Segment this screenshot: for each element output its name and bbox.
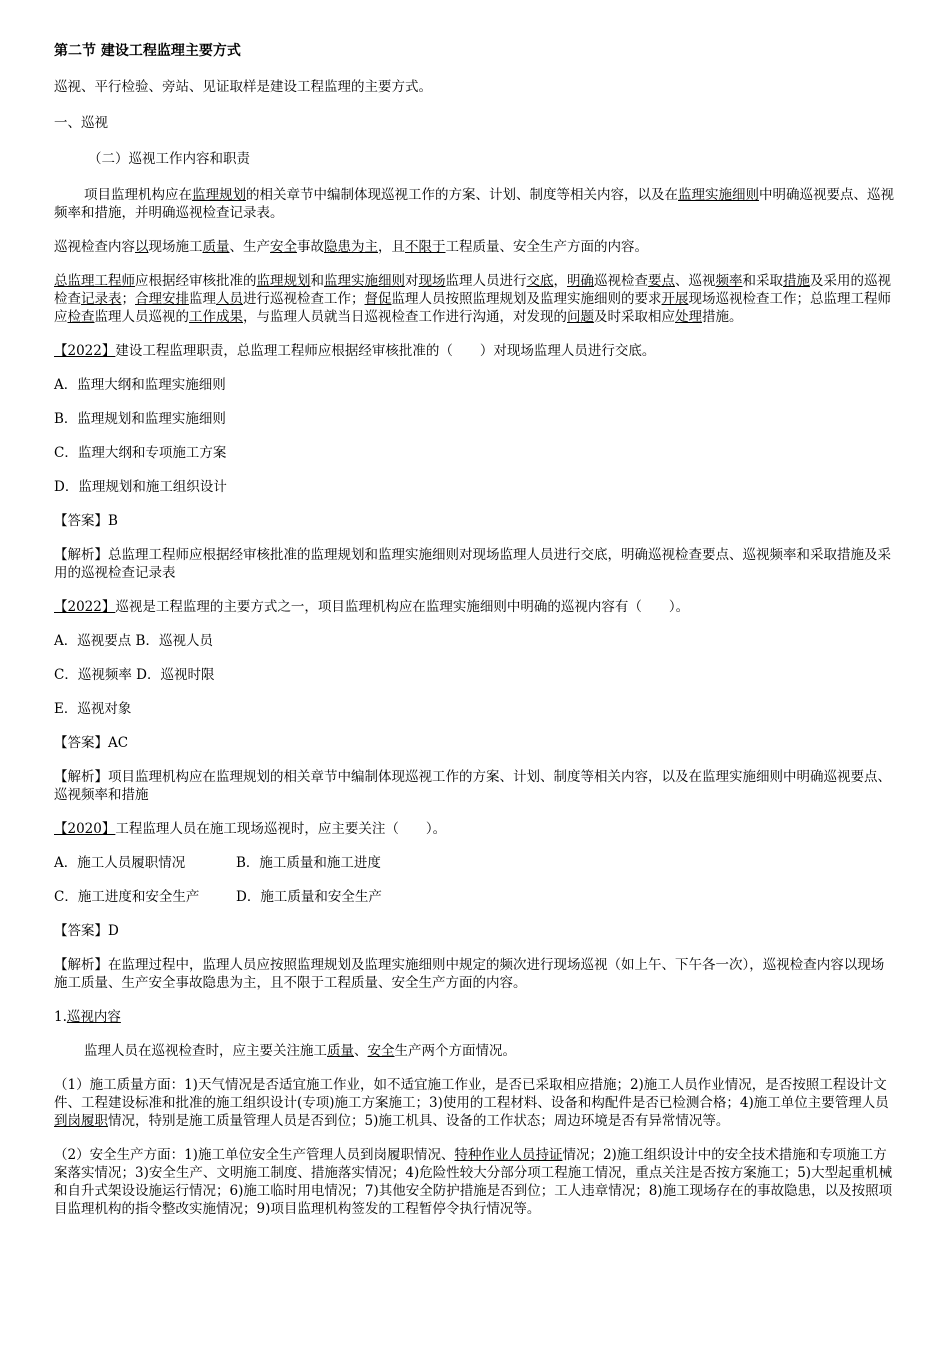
paragraph-chief-engineer-duties: 总监理工程师应根据经审核批准的监理规划和监理实施细则对现场监理人员进行交底，明确巡视检查要点、巡视频率和采取措施及采用的巡视检查记录表；合理安排监理人员进行巡视检查工作；督促监理人员按照监理规划及监理实施细则的要求开展现场巡视检查工作；总监理工程师应检查监理人员巡视的工作成果，与监理人员就当日巡视检查工作进行沟通，对发现的问题及时采取相应处理措施。 [54, 273, 891, 325]
answer: 【答案】D [54, 923, 119, 939]
paragraph-safety-aspects: （2）安全生产方面：1)施工单位安全生产管理人员到岗履职情况、特种作业人员持证情况；2)施工组织设计中的安全技术措施和专项施工方案落实情况；3)安全生产、文明施工制度、措施落实情况；4)危险性较大分部分项工程施工情况，重点关注是否按方案施工；5)大型起重机械和自升式架设设施运行情况；6)施工临时用电情况；7)其他安全防护措施是否到位；工人违章情况；8)施工现场存在的事故隐患，以及按照项目监理机构的指令整改实施情况；9)项目监理机构签发的工程暂停令执行情况等。 [54, 1147, 893, 1217]
question-year: 【2022】 [54, 343, 116, 359]
option-d: D．监理规划和施工组织设计 [54, 479, 227, 495]
option-a: A．施工人员履职情况 [54, 855, 186, 871]
question-2 [54, 598, 897, 616]
document-page [54, 42, 897, 1218]
paragraph-focus: 监理人员在巡视检查时，应主要关注施工质量、安全生产两个方面情况。 [84, 1043, 516, 1059]
option-a: A．监理大纲和监理实施细则 [54, 377, 226, 393]
question-stem: 建设工程监理职责，总监理工程师应根据经审核批准的（ ）对现场监理人员进行交底。 [115, 343, 656, 359]
answer: 【答案】AC [54, 735, 129, 751]
question-stem: 工程监理人员在施工现场巡视时，应主要关注（ ）。 [115, 821, 447, 837]
question-1 [54, 342, 897, 360]
option-c: C．监理大纲和专项施工方案 [54, 445, 227, 461]
subsection-patrol-content: 1.巡视内容 [54, 1009, 121, 1025]
question-stem: 巡视是工程监理的主要方式之一，项目监理机构应在监理实施细则中明确的巡视内容有（ ）。 [115, 599, 690, 615]
option-d: D．施工质量和安全生产 [236, 889, 382, 905]
question-year: 【2022】 [54, 599, 116, 615]
options-ab [54, 854, 897, 872]
option-b: B．施工质量和施工进度 [236, 855, 381, 871]
analysis: 【解析】在监理过程中，监理人员应按照监理规划及监理实施细则中规定的频次进行现场巡视（如上午、下午各一次），巡视检查内容以现场施工质量、生产安全事故隐患为主，且不限于工程质量、安全生产方面的内容。 [54, 957, 885, 991]
answer: 【答案】B [54, 513, 118, 529]
question-3 [54, 820, 897, 838]
analysis: 【解析】总监理工程师应根据经审核批准的监理规划和监理实施细则对现场监理人员进行交底，明确巡视检查要点、巡视频率和采取措施及采用的巡视检查记录表 [54, 547, 891, 581]
intro-text: 巡视、平行检验、旁站、见证取样是建设工程监理的主要方式。 [54, 79, 432, 95]
options-ab: A．巡视要点 B．巡视人员 [54, 633, 213, 649]
heading-patrol: 一、巡视 [54, 115, 108, 131]
paragraph-quality-aspects: （1）施工质量方面：1)天气情况是否适宜施工作业，如不适宜施工作业，是否已采取相应措施；2)施工人员作业情况，是否按照工程设计文件、工程建设标准和批准的施工组织设计(专项)施工方案施工；3)使用的工程材料、设备和构配件是否已检测合格；4)施工单位主要管理人员到岗履职情况，特别是施工质量管理人员是否到位；5)施工机具、设备的工作状态；周边环境是否有异常情况等。 [54, 1077, 889, 1129]
paragraph-inspection-scope: 巡视检查内容以现场施工质量、生产安全事故隐患为主，且不限于工程质量、安全生产方面的内容。 [54, 239, 648, 255]
option-e: E．巡视对象 [54, 701, 132, 717]
options-cd [54, 888, 897, 906]
analysis: 【解析】项目监理机构应在监理规划的相关章节中编制体现巡视工作的方案、计划、制度等相关内容，以及在监理实施细则中明确巡视要点、巡视频率和措施 [54, 769, 891, 803]
option-b: B．监理规划和监理实施细则 [54, 411, 226, 427]
section-title: 第二节 建设工程监理主要方式 [54, 43, 241, 59]
paragraph-plan: 项目监理机构应在监理规划的相关章节中编制体现巡视工作的方案、计划、制度等相关内容，以及在监理实施细则中明确巡视要点、巡视频率和措施，并明确巡视检查记录表。 [54, 187, 894, 221]
option-c: C．施工进度和安全生产 [54, 889, 200, 905]
options-cd: C．巡视频率 D．巡视时限 [54, 667, 215, 683]
subheading-patrol-content: （二）巡视工作内容和职责 [88, 151, 250, 167]
question-year: 【2020】 [54, 821, 116, 837]
